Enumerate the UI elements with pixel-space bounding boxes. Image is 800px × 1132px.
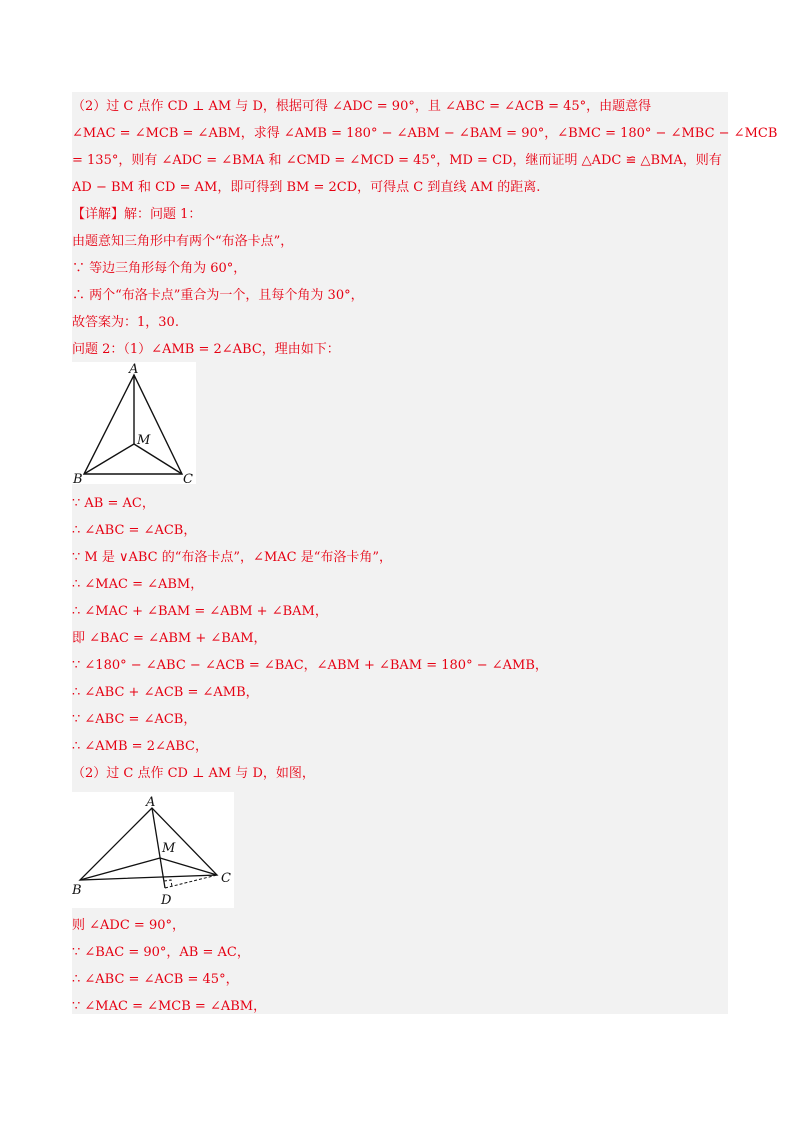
text-line: ∵ AB = AC， — [72, 496, 155, 511]
text-line: ∠MAC = ∠MCB = ∠ABM，求得 ∠AMB = 180° − ∠ABM − ∠BAM = 90°，∠BMC = 180° − ∠MBC − ∠MCB — [72, 126, 778, 141]
text-line: ∴ ∠ABC + ∠ACB = ∠AMB， — [72, 685, 259, 700]
label-c: C — [183, 472, 193, 484]
text-line: 即 ∠BAC = ∠ABM + ∠BAM， — [72, 631, 267, 646]
text-line: ∵ ∠ABC = ∠ACB， — [72, 712, 197, 727]
label-c: C — [221, 871, 231, 886]
text-line: ∵ ∠BAC = 90°，AB = AC， — [72, 945, 250, 960]
label-a: A — [129, 362, 139, 377]
triangle-figure-2 — [72, 792, 234, 908]
text-line: ∵ M 是 ∨ABC 的“布洛卡点”，∠MAC 是“布洛卡角”， — [72, 550, 393, 565]
text-line: ∴ ∠ABC = ∠ACB， — [72, 523, 197, 538]
text-line: （2）过 C 点作 CD ⊥ AM 与 D，如图， — [72, 766, 315, 781]
label-m: M — [137, 433, 151, 448]
text-line: ∴ ∠ABC = ∠ACB = 45°， — [72, 972, 239, 987]
triangle-abc-outline — [84, 375, 182, 474]
text-line: ∴ ∠MAC = ∠ABM， — [72, 577, 204, 592]
text-line: 由题意知三角形中有两个“布洛卡点”， — [72, 234, 294, 249]
text-line: ∴ ∠MAC + ∠BAM = ∠ABM + ∠BAM， — [72, 604, 328, 619]
segment-bm — [80, 858, 160, 880]
text-line: 【详解】解：问题 1： — [72, 207, 202, 222]
text-line: ∵ ∠180° − ∠ABC − ∠ACB = ∠BAC，∠ABM + ∠BAM = 180° − ∠AMB， — [72, 658, 548, 673]
text-line: ∴ 两个“布洛卡点”重合为一个，且每个角为 30°， — [72, 288, 364, 303]
text-line: ∵ 等边三角形每个角为 60°， — [72, 261, 247, 276]
text-line: AD − BM 和 CD = AM，即可得到 BM = 2CD，可得点 C 到直线 AM 的距离. — [72, 180, 541, 195]
text-line: = 135°，则有 ∠ADC = ∠BMA 和 ∠CMD = ∠MCD = 45°，MD = CD，继而证明 △ADC ≌ △BMA，则有 — [72, 153, 722, 168]
text-line: （2）过 C 点作 CD ⊥ AM 与 D，根据可得 ∠ADC = 90°，且 ∠ABC = ∠ACB = 45°，由题意得 — [72, 99, 652, 114]
label-b: B — [73, 472, 83, 484]
label-d: D — [161, 893, 172, 908]
triangle-figure-1 — [72, 362, 196, 484]
text-line: ∴ ∠AMB = 2∠ABC， — [72, 739, 208, 754]
label-b: B — [72, 883, 82, 898]
text-line: 问题 2：（1）∠AMB = 2∠ABC，理由如下： — [72, 342, 340, 357]
label-a: A — [146, 795, 156, 810]
text-line: 故答案为：1，30. — [72, 315, 179, 330]
text-line: ∵ ∠MAC = ∠MCB = ∠ABM， — [72, 999, 267, 1014]
text-line: 则 ∠ADC = 90°， — [72, 918, 185, 933]
label-m: M — [162, 841, 176, 856]
